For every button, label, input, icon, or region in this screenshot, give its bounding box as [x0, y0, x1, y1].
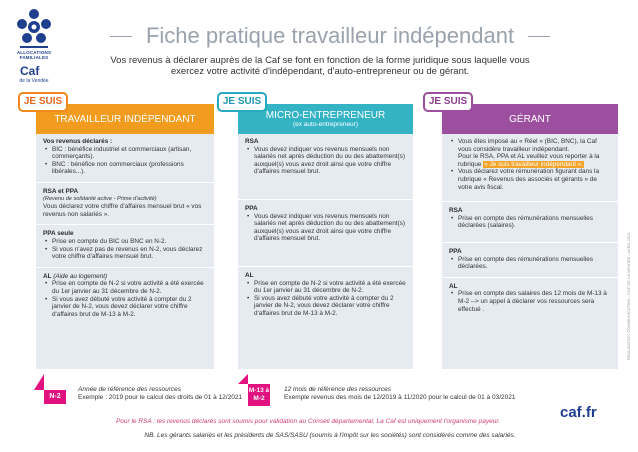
list-item: • Prise en compte des salaires des 12 mois de M-13 à M-2 --> un appel à déclarer vos ressources sera effectué . — [449, 290, 611, 313]
column-heading: TRAVAILLEUR INDÉPENDANT — [54, 113, 196, 125]
list-item: • BNC : bénéfice non commerciaux (professions libérales...). — [43, 161, 207, 176]
column-micro-entrepreneur — [238, 104, 413, 369]
column-body — [36, 134, 214, 318]
list-item: • Si vous avez débuté votre activité à compter du 2 janvier de N-2, vous devez déclarer votre chiffre d'affaires brut de M-13 à M-2. — [43, 296, 207, 319]
title-dash-left — [110, 36, 132, 37]
legend-n2 — [78, 386, 242, 402]
credit-vertical-text: RÉALISATION COMMUNICATION - CAF DE LA VENDÉE - AVRIL 2021 — [626, 232, 631, 360]
section-title: AL — [449, 282, 458, 290]
list-item: • Prise en compte des rémunérations mensuelles déclarées (salaires). — [449, 215, 611, 230]
section-title-text: AL — [43, 272, 52, 280]
list-item: • Si vous n'avez pas de revenus en N-2, vous déclarez votre chiffre d'affaires mensuel brut. — [43, 246, 207, 261]
caf-logo — [12, 6, 72, 90]
legend-title: 12 mois de référence des ressources — [284, 386, 391, 393]
section-ppa — [245, 205, 406, 243]
section-ppa — [449, 248, 611, 271]
section-title: PPA seule — [43, 230, 74, 238]
section-ppa — [43, 230, 207, 260]
section-rsa — [43, 188, 207, 218]
column-gerant — [442, 104, 618, 369]
list-item: • Prise en compte du BIC ou BNC en N-2. — [43, 238, 207, 246]
divider — [238, 199, 413, 200]
title-row — [80, 24, 580, 48]
badge-je-suis: JE SUIS — [18, 92, 68, 112]
list-item: • Vous déclarez votre rémunération figurant dans la rubrique « Revenus des associés et gérants » de votre avis fiscal. — [449, 168, 611, 191]
column-subheading: (ex auto-entrepreneur) — [292, 120, 359, 128]
legend-example: Exemple revenus des mois de 12/2019 à 11/2020 pour le calcul de 01 à 03/2021 — [284, 394, 516, 401]
section-rsa — [245, 138, 406, 176]
caf-emblem-icon — [12, 6, 56, 46]
page-subtitle: Vos revenus à déclarer auprès de la Caf se font en fonction de la forme juridique sous laquelle vous exercez votre activité d'indépendant, d'auto-entrepreneur ou de gérant. — [110, 55, 530, 77]
section-rsa — [449, 207, 611, 230]
legend-example: Exemple : 2019 pour le calcul des droits de 01 à 12/2021 — [78, 394, 243, 401]
section-title: RSA et PPA — [43, 187, 79, 195]
list-item: • Prise en compte de N-2 si votre activité a été exercée du 1er janvier au 31 décembre de N-2. — [245, 280, 406, 295]
section-title: Vos revenus déclarés : — [43, 138, 113, 145]
list-item: • Si vous avez débuté votre activité à compter du 2 janvier de N-2, vous devez déclarer votre chiffre d'affaires brut de M-13 à M-2. — [245, 295, 406, 318]
divider — [238, 266, 413, 267]
section-text: Vous déclarez votre chiffre d'affaires mensuel brut « vos revenus non salariés ». — [43, 203, 202, 218]
intro-redirect-text: Pour le RSA, PPA et AL veuillez vous reporter à la rubrique — [458, 153, 600, 168]
column-body — [442, 134, 618, 313]
note-rsa: Pour le RSA : les revenus déclarés sont soumis pour validation au Conseil départemental. La Caf est uniquement l'organisme payeur. — [115, 418, 501, 425]
column-body — [238, 134, 413, 318]
intro-text: Vous êtes imposé au « Réel » (BIC, BNC), la Caf vous considère travailleur indépendant. — [458, 138, 597, 153]
badge-je-suis: JE SUIS — [423, 92, 473, 112]
section-title: RSA — [245, 138, 259, 145]
legend-m13 — [284, 386, 516, 402]
section-title: AL — [245, 271, 254, 279]
list-item: • Prise en compte des rémunérations mensuelles déclarées. — [449, 256, 611, 271]
list-item: • Vous devez indiquer vos revenus mensuels non salariés net après déduction du ou des abattement(s) auxquel(s) vous avez droit ainsi que votre chiffre d'affaires mensuel brut. — [245, 146, 406, 176]
list-item: • Vous devez indiquer vos revenus mensuels non salariés net après déduction du ou des abattement(s) auxquel(s) vous avez droit ainsi que votre chiffre d'affaires mensuel brut. — [245, 213, 406, 243]
logo-dept: de la Vendée — [19, 78, 49, 84]
column-travailleur-independant — [36, 104, 214, 369]
divider — [36, 267, 214, 268]
column-heading: MICRO-ENTREPRENEUR — [265, 109, 386, 121]
list-item — [449, 138, 611, 168]
caf-fr-logo[interactable]: caf.fr — [560, 404, 597, 421]
title-dash-right — [528, 36, 550, 37]
section-al — [449, 283, 611, 313]
column-heading: GÉRANT — [509, 113, 551, 125]
logo-name: Caf — [20, 64, 40, 78]
section-title: RSA — [449, 207, 463, 215]
page-title: Fiche pratique travailleur indépendant — [145, 23, 515, 48]
legend-tag-m13: M-13 à M-2 — [248, 384, 270, 406]
section-intro — [449, 138, 611, 191]
divider — [442, 277, 618, 278]
divider — [442, 242, 618, 243]
section-al — [245, 272, 406, 318]
section-title — [43, 273, 207, 281]
badge-je-suis: JE SUIS — [217, 92, 267, 112]
list-item: • Prise en compte de N-2 si votre activité a été exercée du 1er janvier au 31 décembre de N-2. — [43, 280, 207, 295]
section-title-note: (Aide au logement) — [53, 272, 108, 280]
logo-divider — [20, 46, 48, 48]
logo-org: ALLOCATIONS FAMILIALES — [16, 50, 52, 60]
legend-tag-n2: N-2 — [44, 390, 66, 404]
section-title: PPA — [449, 247, 462, 255]
section-al — [43, 273, 207, 319]
divider — [36, 224, 214, 225]
highlight-link: « Je suis travailleur indépendant ». — [484, 160, 583, 168]
section-subtitle: (Revenu de solidarité active - Prime d'activité) — [43, 195, 157, 202]
divider — [36, 182, 214, 183]
list-item: • BIC : bénéfice industriel et commerciaux (artisan, commerçants). — [43, 146, 207, 161]
note-nb: NB. Les gérants salariés et les présidents de SAS/SASU (soumis à l'impôt sur les sociétés) sont considérés comme des salariés. — [144, 432, 516, 439]
section-revenus — [43, 138, 207, 176]
divider — [442, 201, 618, 202]
section-title: PPA — [245, 204, 258, 212]
legend-title: Année de référence des ressources — [78, 386, 181, 393]
